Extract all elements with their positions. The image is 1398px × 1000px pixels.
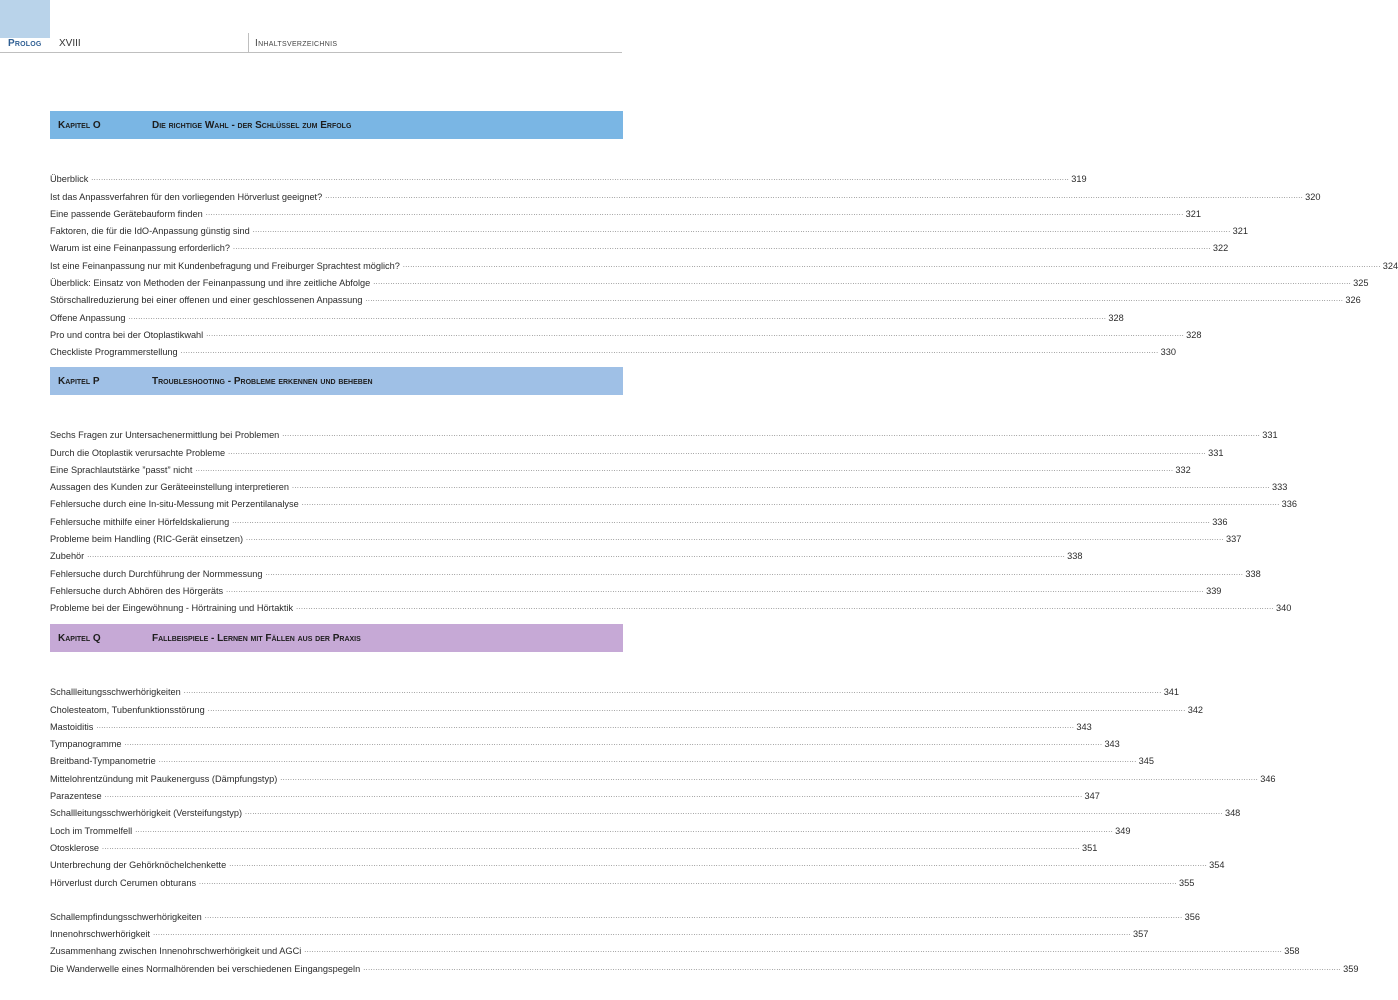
chapter-section — [50, 367, 1297, 614]
toc-entry-title: Checkliste Programmerstellung — [50, 347, 178, 358]
toc-entry-page: 331 — [1208, 447, 1224, 458]
chapter-section — [50, 624, 1359, 975]
dot-leader: ................................................................................................................................................................................................................................................................................................................................................................................................................ — [183, 688, 1162, 696]
dot-leader: ................................................................................................................................................................................................................................................................................................................................................................................................................ — [304, 947, 1283, 955]
dot-leader: ................................................................................................................................................................................................................................................................................................................................................................................................................ — [402, 261, 1381, 269]
dot-leader: ................................................................................................................................................................................................................................................................................................................................................................................................................ — [205, 209, 1184, 217]
toc-entry[interactable] — [50, 220, 1248, 237]
toc-entry-page: 340 — [1276, 603, 1292, 614]
dot-leader: ................................................................................................................................................................................................................................................................................................................................................................................................................ — [204, 912, 1183, 920]
dot-leader: ................................................................................................................................................................................................................................................................................................................................................................................................................ — [226, 586, 1205, 594]
toc-entry-title: Probleme bei der Eingewöhnung - Hörtraining und Hörtaktik — [50, 603, 294, 614]
toc-entry[interactable] — [50, 580, 1222, 597]
toc-entry-page: 325 — [1353, 278, 1369, 289]
toc-entry-title: Warum ist eine Feinanpassung erforderlich? — [50, 243, 230, 254]
toc-entry[interactable] — [50, 203, 1201, 220]
chapter-section — [50, 111, 1398, 358]
dot-leader: ................................................................................................................................................................................................................................................................................................................................................................................................................ — [195, 465, 1174, 473]
toc-entry[interactable] — [50, 185, 1321, 202]
toc-entry-page: 328 — [1108, 312, 1124, 323]
dot-leader: ................................................................................................................................................................................................................................................................................................................................................................................................................ — [373, 279, 1352, 287]
toc-entry[interactable] — [50, 237, 1229, 254]
toc-entry[interactable] — [50, 324, 1202, 341]
toc-entry-title: Zusammenhang zwischen Innenohrschwerhörigkeit und AGCi — [50, 946, 302, 957]
toc-entry-title: Unterbrechung der Gehörknöchelchenkette — [50, 860, 227, 871]
dot-leader: ................................................................................................................................................................................................................................................................................................................................................................................................................ — [296, 604, 1275, 612]
toc-entry-title: Störschallreduzierung bei einer offenen und einer geschlossenen Anpassung — [50, 295, 363, 306]
toc-entry-title: Fehlersuche durch Durchführung der Normmessung — [50, 568, 263, 579]
toc-entry[interactable] — [50, 424, 1278, 441]
dot-leader: ................................................................................................................................................................................................................................................................................................................................................................................................................ — [128, 313, 1107, 321]
toc-entry[interactable] — [50, 289, 1361, 306]
toc-entry[interactable] — [50, 785, 1100, 802]
toc-entry[interactable] — [50, 681, 1180, 698]
toc-entry-title: Durch die Otoplastik verursachte Probleme — [50, 447, 226, 458]
chapter-title: Fallbeispiele - Lernen mit Fällen aus der Praxis — [152, 632, 361, 644]
dot-leader: ................................................................................................................................................................................................................................................................................................................................................................................................................ — [153, 930, 1132, 938]
toc-entry-page: 346 — [1260, 773, 1276, 784]
toc-entry[interactable] — [50, 716, 1092, 733]
dot-leader: ................................................................................................................................................................................................................................................................................................................................................................................................................ — [102, 843, 1080, 851]
chapter-title: Die richtige Wahl - der Schlüssel zum Erfolg — [152, 119, 352, 131]
toc-entry[interactable] — [50, 306, 1124, 323]
dot-leader: ................................................................................................................................................................................................................................................................................................................................................................................................................ — [206, 330, 1185, 338]
toc-entry[interactable] — [50, 906, 1200, 923]
toc-entry-title: Aussagen des Kunden zur Geräteeinstellung interpretieren — [50, 482, 290, 493]
toc-entry-title: Eine passende Gerätebauform finden — [50, 208, 203, 219]
toc-entry-title: Zubehör — [50, 551, 85, 562]
dot-leader: ................................................................................................................................................................................................................................................................................................................................................................................................................ — [96, 722, 1075, 730]
toc-entry[interactable] — [50, 750, 1154, 767]
toc-entry-page: 348 — [1224, 808, 1241, 819]
toc-entry-page: 321 — [1232, 226, 1248, 237]
chapter-heading-band — [50, 367, 623, 395]
toc-entry-page: 336 — [1212, 516, 1228, 527]
toc-entry[interactable] — [50, 441, 1224, 458]
toc-entry-page: 359 — [1343, 963, 1359, 974]
toc-entry-page: 322 — [1212, 243, 1229, 254]
toc-entry-page: 339 — [1206, 585, 1222, 596]
toc-entry[interactable] — [50, 459, 1191, 476]
toc-entry-title: Ist eine Feinanpassung nur mit Kundenbefragung und Freiburger Sprachtest möglich? — [50, 260, 400, 271]
toc-entry-title: Fehlersuche durch eine In-situ-Messung mit Perzentilanalyse — [50, 499, 299, 510]
chapter-label: Kapitel P — [58, 375, 100, 387]
toc-entry-title: Pro und contra bei der Otoplastikwahl — [50, 329, 204, 340]
toc-entry-title: Otosklerose — [50, 842, 100, 853]
toc-entry-title: Fehlersuche durch Abhören des Hörgeräts — [50, 585, 224, 596]
toc-entry-title: Loch im Trommelfell — [50, 825, 133, 836]
toc-entry-list — [50, 168, 1398, 358]
dot-leader: ................................................................................................................................................................................................................................................................................................................................................................................................................ — [301, 500, 1280, 508]
toc-entry-list — [50, 681, 1359, 975]
dot-leader: ................................................................................................................................................................................................................................................................................................................................................................................................................ — [229, 861, 1208, 869]
dot-leader: ................................................................................................................................................................................................................................................................................................................................................................................................................ — [158, 757, 1137, 765]
toc-entry[interactable] — [50, 819, 1131, 836]
toc-entry-page: 321 — [1185, 208, 1201, 219]
toc-entry-page: 337 — [1225, 534, 1242, 545]
toc-entry-page: 357 — [1133, 929, 1149, 940]
toc-entry[interactable] — [50, 597, 1292, 614]
toc-entry[interactable] — [50, 767, 1276, 784]
chapter-label: Kapitel O — [58, 119, 101, 131]
dot-leader: ................................................................................................................................................................................................................................................................................................................................................................................................................ — [207, 705, 1186, 713]
toc-entry-page: 342 — [1187, 704, 1204, 715]
toc-entry-page: 345 — [1138, 756, 1154, 767]
toc-entry-title: Sechs Fragen zur Untersachenermittlung bei Problemen — [50, 430, 280, 441]
toc-entry-page: 355 — [1178, 877, 1195, 888]
toc-entry[interactable] — [50, 510, 1228, 527]
dot-leader: ................................................................................................................................................................................................................................................................................................................................................................................................................ — [91, 175, 1070, 183]
dot-leader: ................................................................................................................................................................................................................................................................................................................................................................................................................ — [232, 244, 1211, 252]
toc-entry-page: 356 — [1184, 911, 1200, 922]
toc-entry-title: Cholesteatom, Tubenfunktionsstörung — [50, 704, 205, 715]
dot-leader: ................................................................................................................................................................................................................................................................................................................................................................................................................ — [265, 569, 1244, 577]
toc-entry-page: 349 — [1115, 825, 1131, 836]
toc-entry[interactable] — [50, 854, 1225, 871]
toc-entry[interactable] — [50, 733, 1120, 750]
toc-entry-page: 336 — [1281, 499, 1297, 510]
toc-entry-title: Überblick — [50, 174, 89, 185]
dot-leader: ................................................................................................................................................................................................................................................................................................................................................................................................................ — [232, 517, 1211, 525]
toc-entry[interactable] — [50, 923, 1149, 940]
toc-entry-page: 338 — [1245, 568, 1261, 579]
dot-leader: ................................................................................................................................................................................................................................................................................................................................................................................................................ — [325, 192, 1304, 200]
running-header-title: Inhaltsverzeichnis — [255, 38, 338, 49]
toc-entry-page: 326 — [1345, 295, 1361, 306]
toc-entry[interactable] — [50, 493, 1297, 510]
dot-leader: ................................................................................................................................................................................................................................................................................................................................................................................................................ — [104, 792, 1083, 800]
toc-entry-page: 320 — [1305, 191, 1321, 202]
dot-leader: ................................................................................................................................................................................................................................................................................................................................................................................................................ — [292, 483, 1270, 491]
toc-entry[interactable] — [50, 341, 1176, 358]
dot-leader: ................................................................................................................................................................................................................................................................................................................................................................................................................ — [180, 348, 1159, 356]
dot-leader: ................................................................................................................................................................................................................................................................................................................................................................................................................ — [365, 296, 1344, 304]
toc-entry-page: 338 — [1067, 551, 1083, 562]
toc-entry-page: 343 — [1076, 721, 1092, 732]
header-divider — [248, 33, 249, 53]
toc-entry-title: Probleme beim Handling (RIC-Gerät einsetzen) — [50, 534, 244, 545]
dot-leader: ................................................................................................................................................................................................................................................................................................................................................................................................................ — [282, 431, 1261, 439]
toc-entry-page: 343 — [1104, 739, 1120, 750]
running-header-page-number: XVIII — [59, 38, 81, 49]
toc-entry[interactable] — [50, 545, 1083, 562]
toc-entry-page: 319 — [1071, 174, 1087, 185]
toc-entry-page: 330 — [1160, 347, 1176, 358]
toc-entry[interactable] — [50, 528, 1242, 545]
toc-entry[interactable] — [50, 272, 1369, 289]
toc-entry-title: Schallleitungsschwerhörigkeiten — [50, 687, 181, 698]
toc-entry[interactable] — [50, 562, 1261, 579]
toc-entry[interactable] — [50, 871, 1195, 888]
toc-entry-title: Eine Sprachlautstärke ”passt” nicht — [50, 464, 193, 475]
toc-entry-title: Breitband-Tympanometrie — [50, 756, 156, 767]
toc-entry-title: Offene Anpassung — [50, 312, 126, 323]
toc-entry-title: Innenohrschwerhörigkeit — [50, 929, 151, 940]
dot-leader: ................................................................................................................................................................................................................................................................................................................................................................................................................ — [252, 227, 1231, 235]
dot-leader: ................................................................................................................................................................................................................................................................................................................................................................................................................ — [87, 552, 1066, 560]
chapter-heading-band — [50, 624, 623, 652]
dot-leader: ................................................................................................................................................................................................................................................................................................................................................................................................................ — [245, 809, 1223, 817]
toc-entry-page: 333 — [1271, 482, 1288, 493]
toc-entry[interactable] — [50, 940, 1300, 957]
toc-entry-title: Faktoren, die für die IdO-Anpassung günstig sind — [50, 226, 250, 237]
toc-entry-title: Mastoiditis — [50, 721, 94, 732]
header-rule — [0, 52, 622, 53]
toc-entry-title: Ist das Anpassverfahren für den vorliegenden Hörverlust geeignet? — [50, 191, 323, 202]
toc-entry-title: Schallleitungsschwerhörigkeit (Versteifungstyp) — [50, 808, 243, 819]
toc-entry-page: 347 — [1084, 791, 1100, 802]
toc-entry-title: Überblick: Einsatz von Methoden der Feinanpassung und ihre zeitliche Abfolge — [50, 278, 371, 289]
group-spacer — [50, 889, 623, 906]
toc-entry[interactable] — [50, 254, 1398, 271]
toc-entry-title: Tympanogramme — [50, 739, 122, 750]
chapter-title: Troubleshooting - Probleme erkennen und beheben — [152, 375, 373, 387]
toc-entry-page: 332 — [1175, 464, 1191, 475]
toc-entry-page: 354 — [1209, 860, 1225, 871]
dot-leader: ................................................................................................................................................................................................................................................................................................................................................................................................................ — [246, 535, 1224, 543]
toc-entry-list — [50, 424, 1297, 614]
toc-entry[interactable] — [50, 837, 1098, 854]
dot-leader: ................................................................................................................................................................................................................................................................................................................................................................................................................ — [228, 448, 1207, 456]
toc-entry-page: 351 — [1081, 842, 1098, 853]
toc-entry-title: Mittelohrentzündung mit Paukenerguss (Dämpfungstyp) — [50, 773, 278, 784]
dot-leader: ................................................................................................................................................................................................................................................................................................................................................................................................................ — [363, 964, 1342, 972]
toc-entry-page: 331 — [1262, 430, 1278, 441]
dot-leader: ................................................................................................................................................................................................................................................................................................................................................................................................................ — [135, 826, 1114, 834]
toc-entry-page: 324 — [1382, 260, 1398, 271]
toc-entry-page: 358 — [1284, 946, 1300, 957]
dot-leader: ................................................................................................................................................................................................................................................................................................................................................................................................................ — [280, 774, 1259, 782]
toc-entry[interactable] — [50, 802, 1241, 819]
toc-entry-page: 341 — [1163, 687, 1180, 698]
toc-entry-page: 328 — [1186, 329, 1202, 340]
chapter-label: Kapitel Q — [58, 632, 101, 644]
toc-entry-title: Fehlersuche mithilfe einer Hörfeldskalierung — [50, 516, 230, 527]
toc-entry-title: Die Wanderwelle eines Normalhörenden bei verschiedenen Eingangspegeln — [50, 963, 361, 974]
toc-entry-title: Hörverlust durch Cerumen obturans — [50, 877, 197, 888]
toc-entry-title: Schallempfindungsschwerhörigkeiten — [50, 911, 202, 922]
corner-color-block — [0, 0, 50, 38]
toc-entry-title: Parazentese — [50, 791, 102, 802]
toc-entry[interactable] — [50, 698, 1204, 715]
dot-leader: ................................................................................................................................................................................................................................................................................................................................................................................................................ — [199, 878, 1177, 886]
toc-entry[interactable] — [50, 168, 1087, 185]
toc-entry[interactable] — [50, 957, 1359, 974]
dot-leader: ................................................................................................................................................................................................................................................................................................................................................................................................................ — [124, 740, 1103, 748]
chapter-heading-band — [50, 111, 623, 139]
running-header-section: Prolog — [8, 38, 42, 49]
toc-entry[interactable] — [50, 476, 1288, 493]
